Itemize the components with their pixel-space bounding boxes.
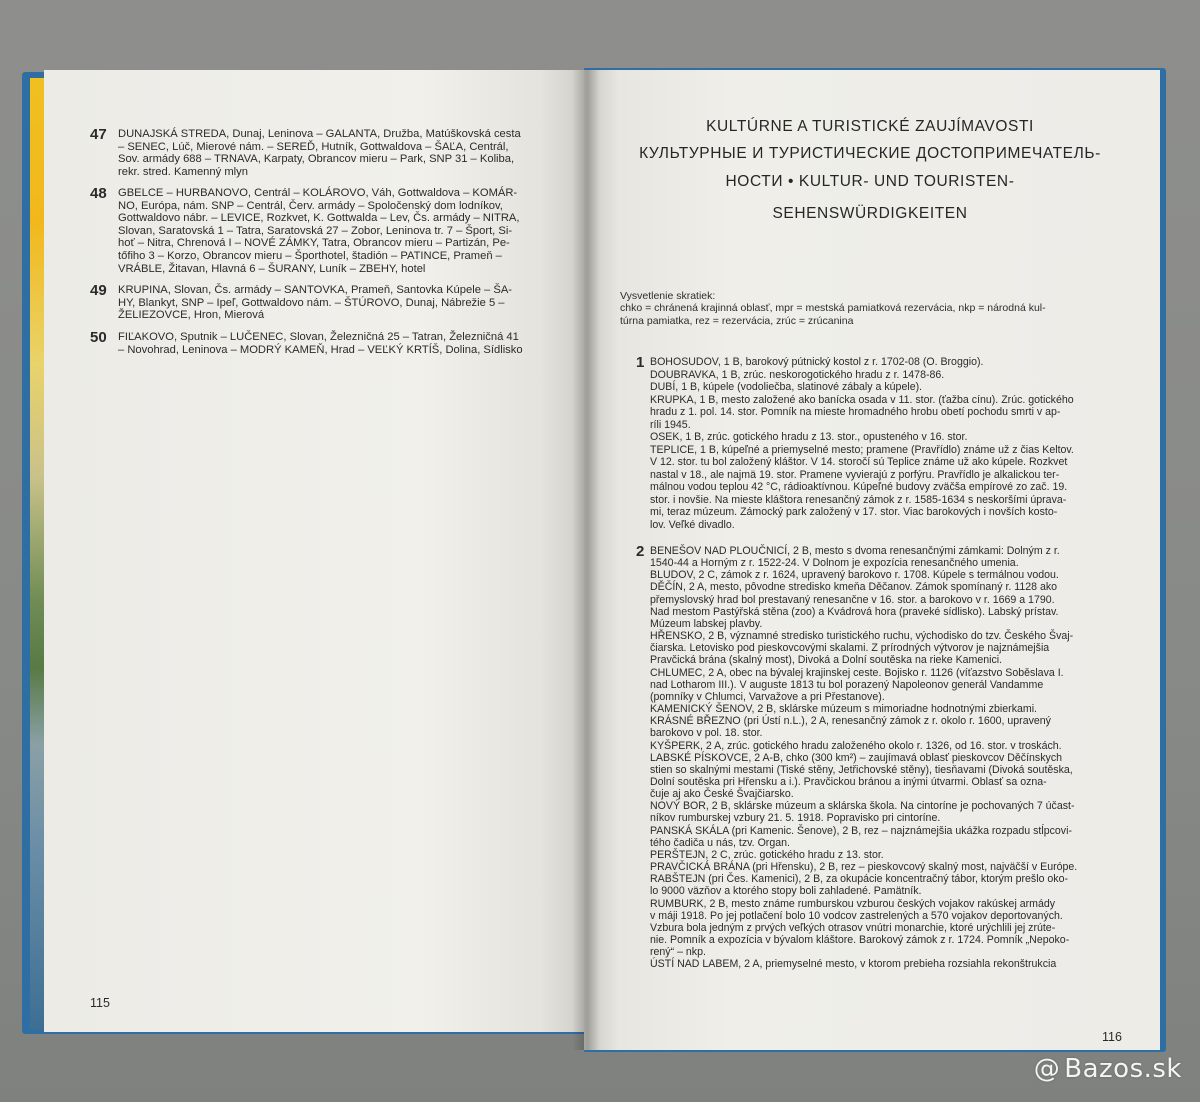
abbreviations-text: chko = chránená krajinná oblasť, mpr = mestská pamiatková rezervácia, nkp = národná kul- túrna pamiatka, rez = rezervácia, zrúc = zrúcanina: [620, 302, 1046, 327]
entry-number: 2: [636, 543, 645, 560]
left-entry-47: [90, 128, 560, 178]
entry-number: 47: [90, 126, 107, 143]
entry-text: FIĽAKOVO, Sputnik – LUČENEC, Slovan, Železničná 25 – Tatran, Železničná 41 – Novohrad, Leninova – MODRÝ KAMEŇ, Hrad – VEĽKÝ KRTÍŠ, Dolina, Sídlisko: [118, 331, 523, 356]
section-title-line-3: НОСТИ • KULTUR- UND TOURISTEN-: [725, 173, 1015, 190]
right-entry-1: [636, 356, 1136, 531]
abbreviations-label: Vysvetlenie skratiek:: [620, 290, 716, 302]
right-entry-2: [636, 545, 1136, 970]
entry-text: BOHOSUDOV, 1 B, barokový pútnický kostol z r. 1702-08 (O. Broggio). DOUBRAVKA, 1 B, zrúc. neskorogotického hradu z r. 1478-86. DUBÍ, 1 B, kúpele (vodoliečba, slatinové zábaly a kúpele). KRUPKA, 1 B, mesto založené ako banícka osada v 11. stor. (ťažba cínu). Zrúc. gotického hradu z 1. pol. 14. stor. Pomník na mieste hromadného hrobu obetí pochodu smrti v ap- ríli 1945. OSEK, 1 B, zrúc. gotického hradu z 13. stor., opusteného v 16. stor. TEPLICE, 1 B, kúpeľné a priemyselné mesto; pramene (Pravřídlo) známe už z čias Keltov. V 12. stor. tu bol založený kláštor. V 14. storočí sú Teplice známe už ako kúpele. Rozkvet nastal v 18., ale najmä 19. stor. Pramene vyvierajú z porfýru. Pravřídlo je alkalickou ter- málnou vodou teplou 42 °C, rádioaktívnou. Kúpeľné budovy zväčša empírové zo zač. 19. stor. i novšie. Na mieste kláštora renesančný zámok z r. 1585-1634 s neskoršími úprava- mi, teraz múzeum. Zámocký park založený v 17. stor. Viac barokových i novších kosto- lov. Veľké divadlo.: [650, 356, 1074, 531]
page-number-right: 116: [1102, 1030, 1122, 1044]
left-entry-48: [90, 187, 560, 275]
entry-text: BENEŠOV NAD PLOUČNICÍ, 2 B, mesto s dvoma renesančnými zámkami: Dolným z r. 1540-44 a Horným z r. 1522-24. V Dolnom je expozícia renesančného umenia. BLUDOV, 2 C, zámok z r. 1624, upravený barokovo r. 1708. Kúpele s termálnou vodou. DĚČÍN, 2 A, mesto, pôvodne stredisko kmeňa Děčanov. Zámok spomínaný r. 1128 ako přemyslovský hrad bol prestavaný renesančne v 16. stor. a barokovo v r. 1669 a 1790. Nad mestom Pastýřská stěna (zoo) a Kvádrová hora (praveké sídlisko). Labský prístav. Múzeum labskej plavby. HŘENSKO, 2 B, významné stredisko turistického ruchu, východisko do tzv. Českého Švaj- čiarska. Letovisko pod pieskovcovými skalami. Z prírodných výtvorov je najznámejšia Pravčická brána (skalný most), Divoká a Dolní soutěska na rieke Kamenici. CHLUMEC, 2 A, obec na bývalej krajinskej ceste. Bojisko r. 1126 (víťazstvo Soběslava I. nad Lotharom III.). V auguste 1813 tu bol porazený Napoleonov generál Vandamme (pomníky v Chlumci, Varvažove a pri Přestanove). KAMENICKÝ ŠENOV, 2 B, sklárske múzeum s mimoriadne hodnotnými zbierkami. KRÁSNÉ BŘEZNO (pri Ústí n.L.), 2 A, renesančný zámok z r. okolo r. 1600, upravený barokovo v pol. 18. stor. KYŠPERK, 2 A, zrúc. gotického hradu založeného okolo r. 1326, od 16. stor. v troskách. LABSKÉ PÍSKOVCE, 2 A-B, chko (300 km²) – zaujímavá oblasť pieskovcov Děčínskych stien so skalnými mestami (Tiské stěny, Jetřichovské stěny), tiesňavami (Divoká soutěska, Dolní soutěska pri Hřensku a i.). Pravčickou bránou a inými útvarmi. Oblasť sa ozna- čuje aj ako České Švajčiarsko. NOVÝ BOR, 2 B, sklárske múzeum a sklárska škola. Na cintoríne je pochovaných 7 účast- níkov rumburskej vzbury 21. 5. 1918. Popravisko pri cintoríne. PANSKÁ SKÁLA (pri Kamenic. Šenove), 2 B, rez – najznámejšia ukážka rozpadu stĺpcovi- tého čadiča u nás, tzv. Organ. PERŠTEJN, 2 C, zrúc. gotického hradu z 13. stor. PRAVČICKÁ BRÁNA (pri Hřensku), 2 B, rez – pieskovcový skalný most, najväčší v Európe. RABŠTEJN (pri Čes. Kamenici), 2 B, za okupácie koncentračný tábor, ktorým prešlo oko- lo 9000 väzňov a ktorého stopy boli zahladené. Pamätník. RUMBURK, 2 B, mesto známe rumburskou vzburou českých vojakov rakúskej armády v máji 1918. Po jej potlačení bolo 10 vodcov zastrelených a 570 vojakov deportovaných. Vzbura bola jedným z prvých veľkých otrasov vnútri monarchie, ktoré urýchlili jej zrúte- nie. Pomník a expozícia v bývalom kláštore. Barokový zámok z r. 1724. Pomník „Nepoko- rený“ – nkp. ÚSTÍ NAD LABEM, 2 A, priemyselné mesto, v ktorom prebieha rozsiahla rekonštrukcia: [650, 545, 1078, 971]
section-title-line-4: SEHENSWÜRDIGKEITEN: [772, 205, 968, 222]
entry-text: DUNAJSKÁ STREDA, Dunaj, Leninova – GALANTA, Družba, Matúškovská cesta – SENEC, Lúč, Mierové nám. – SEREĎ, Hutník, Gottwaldova – ŠAĽA, Centrál, Sov. armády 688 – TRNAVA, Karpaty, Obrancov mieru – Park, SNP 31 – Koliba, rekr. stred. Kamenný mlyn: [118, 128, 521, 178]
entry-number: 50: [90, 329, 107, 346]
watermark: [1034, 1054, 1182, 1084]
watermark-text: Bazos.sk: [1064, 1054, 1182, 1084]
section-title-line-1: KULTÚRNE A TURISTICKÉ ZAUJÍMAVOSTI: [706, 118, 1034, 135]
entry-number: 48: [90, 185, 107, 202]
entry-number: 49: [90, 282, 107, 299]
left-entry-49: [90, 284, 560, 322]
watermark-at-icon: @: [1033, 1054, 1061, 1084]
section-title-line-2: КУЛЬТУРНЫЕ И ТУРИСТИЧЕСКИЕ ДОСТОПРИМЕЧАТЕЛЬ-: [639, 145, 1101, 162]
entry-number: 1: [636, 354, 645, 371]
entry-text: GBELCE – HURBANOVO, Centrál – KOLÁROVO, Váh, Gottwaldova – KOMÁR- NO, Európa, nám. SNP – Centrál, Červ. armády – Spoločenský dom lodníkov, Gottwaldovo nábr. – LEVICE, Rozkvet, K. Gottwalda – Lev, Čs. armády – NITRA, Slovan, Saratovská 1 – Tatra, Saratovská 27 – Zobor, Leninova tr. 7 – Šport, Si- hoť – Nitra, Chrenová I – NOVÉ ZÁMKY, Tatra, Obrancov mieru – Partizán, Pe- tőfiho 3 – Korzo, Obrancov mieru – Športhotel, štadión – PATINCE, Prameň – VRÁBLE, Žitavan, Hlavná 6 – ŠURANY, Luník – ZBEHY, hotel: [118, 187, 520, 275]
page-number-left: 115: [90, 996, 110, 1010]
left-entry-50: [90, 331, 560, 356]
entry-text: KRUPINA, Slovan, Čs. armády – SANTOVKA, Prameň, Santovka Kúpele – ŠA- HY, Blankyt, SNP – Ipeľ, Gottwaldovo nám. – ŠTÚROVO, Dunaj, Nábrežie 5 – ŽELIEZOVCE, Hron, Mierová: [118, 284, 513, 322]
book-spine: [572, 70, 600, 1050]
